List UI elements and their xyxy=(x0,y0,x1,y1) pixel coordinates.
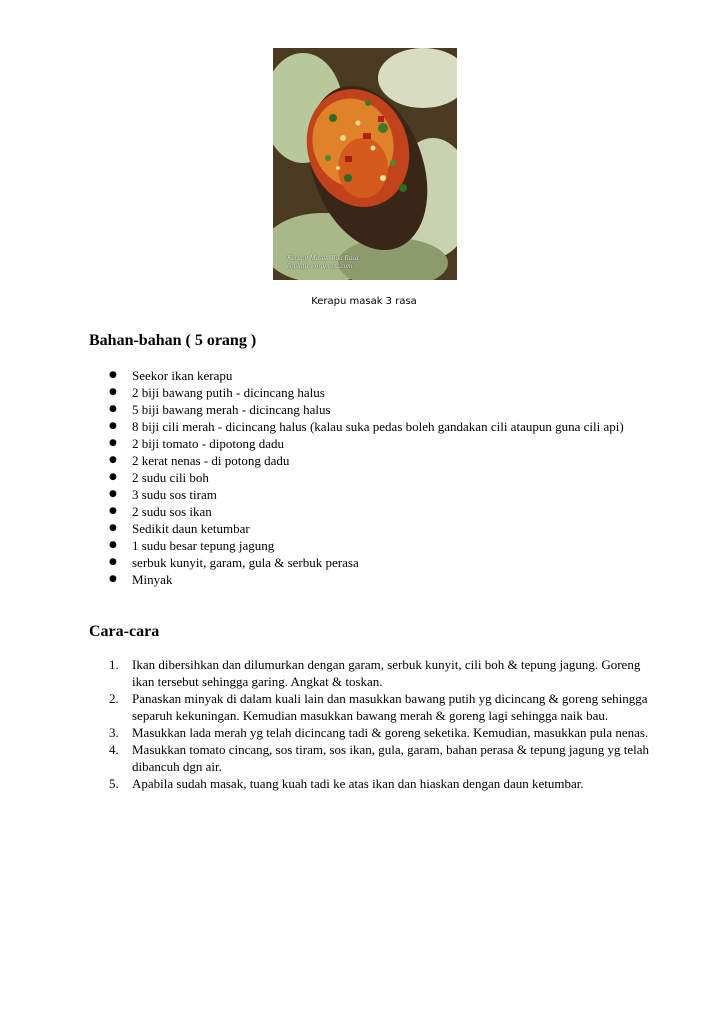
step-number: 3. xyxy=(109,725,119,740)
step-text: Masukkan lada merah yg telah dicincang tadi & goreng seketika. Kemudian, masukkan pula nenas. xyxy=(132,725,649,740)
step-number: 4. xyxy=(109,742,119,757)
ingredients-heading: Bahan-bahan ( 5 orang ) xyxy=(89,332,257,349)
ingredient-item: ● 3 sudu sos tiram xyxy=(89,486,649,503)
step-number: 1. xyxy=(109,657,119,672)
ingredient-item: ● 2 sudu sos ikan xyxy=(89,503,649,520)
step-text: Ikan dibersihkan dan dilumurkan dengan garam, serbuk kunyit, cili boh & tepung jagung. Goreng ikan tersebut sehingga garing. Angkat & toskan. xyxy=(132,657,641,689)
step-item xyxy=(89,775,649,792)
ingredient-item: ● 2 kerat nenas - di potong dadu xyxy=(89,452,649,469)
watermark-line: Kerapu Masak Tiga Rasa xyxy=(287,254,359,262)
step-item xyxy=(89,741,649,775)
photo-caption: Kerapu masak 3 rasa xyxy=(311,296,417,307)
step-text: Panaskan minyak di dalam kuali lain dan masukkan bawang putih yg dicincang & goreng sehingga separuh kekuningan. Kemudian masukkan bawang merah & goreng lagi sehingga naik bau. xyxy=(132,691,648,723)
ingredient-item: ● 2 sudu cili boh xyxy=(89,469,649,486)
ingredient-item: ● 5 biji bawang merah - dicincang halus xyxy=(89,401,649,418)
ingredients-list xyxy=(89,367,649,588)
step-number: 2. xyxy=(109,691,119,706)
ingredient-item: ● serbuk kunyit, garam, gula & serbuk perasa xyxy=(89,554,649,571)
steps-list xyxy=(89,656,649,792)
ingredient-item: ● Minyak xyxy=(89,571,649,588)
ingredient-item: ● 2 biji bawang putih - dicincang halus xyxy=(89,384,649,401)
photo-watermark xyxy=(287,254,397,270)
ingredient-item: ● Seekor ikan kerapu xyxy=(89,367,649,384)
recipe-photo xyxy=(273,48,457,280)
ingredient-item: ● 2 biji tomato - dipotong dadu xyxy=(89,435,649,452)
ingredient-item: ● Sedikit daun ketumbar xyxy=(89,520,649,537)
step-item xyxy=(89,656,649,690)
step-text: Masukkan tomato cincang, sos tiram, sos ikan, gula, garam, bahan perasa & tepung jagung yg telah dibancuh dgn air. xyxy=(132,742,649,774)
step-item xyxy=(89,690,649,724)
step-item xyxy=(89,724,649,741)
ingredient-item: ● 1 sudu besar tepung jagung xyxy=(89,537,649,554)
steps-heading: Cara-cara xyxy=(89,623,160,640)
step-number: 5. xyxy=(109,776,119,791)
fish-dish-image xyxy=(273,48,457,280)
watermark-line: koplafii.wordpress.com xyxy=(287,262,353,270)
ingredient-item: ● 8 biji cili merah - dicincang halus (kalau suka pedas boleh gandakan cili ataupun guna cili api) xyxy=(89,418,649,435)
step-text: Apabila sudah masak, tuang kuah tadi ke atas ikan dan hiaskan dengan daun ketumbar. xyxy=(132,776,584,791)
